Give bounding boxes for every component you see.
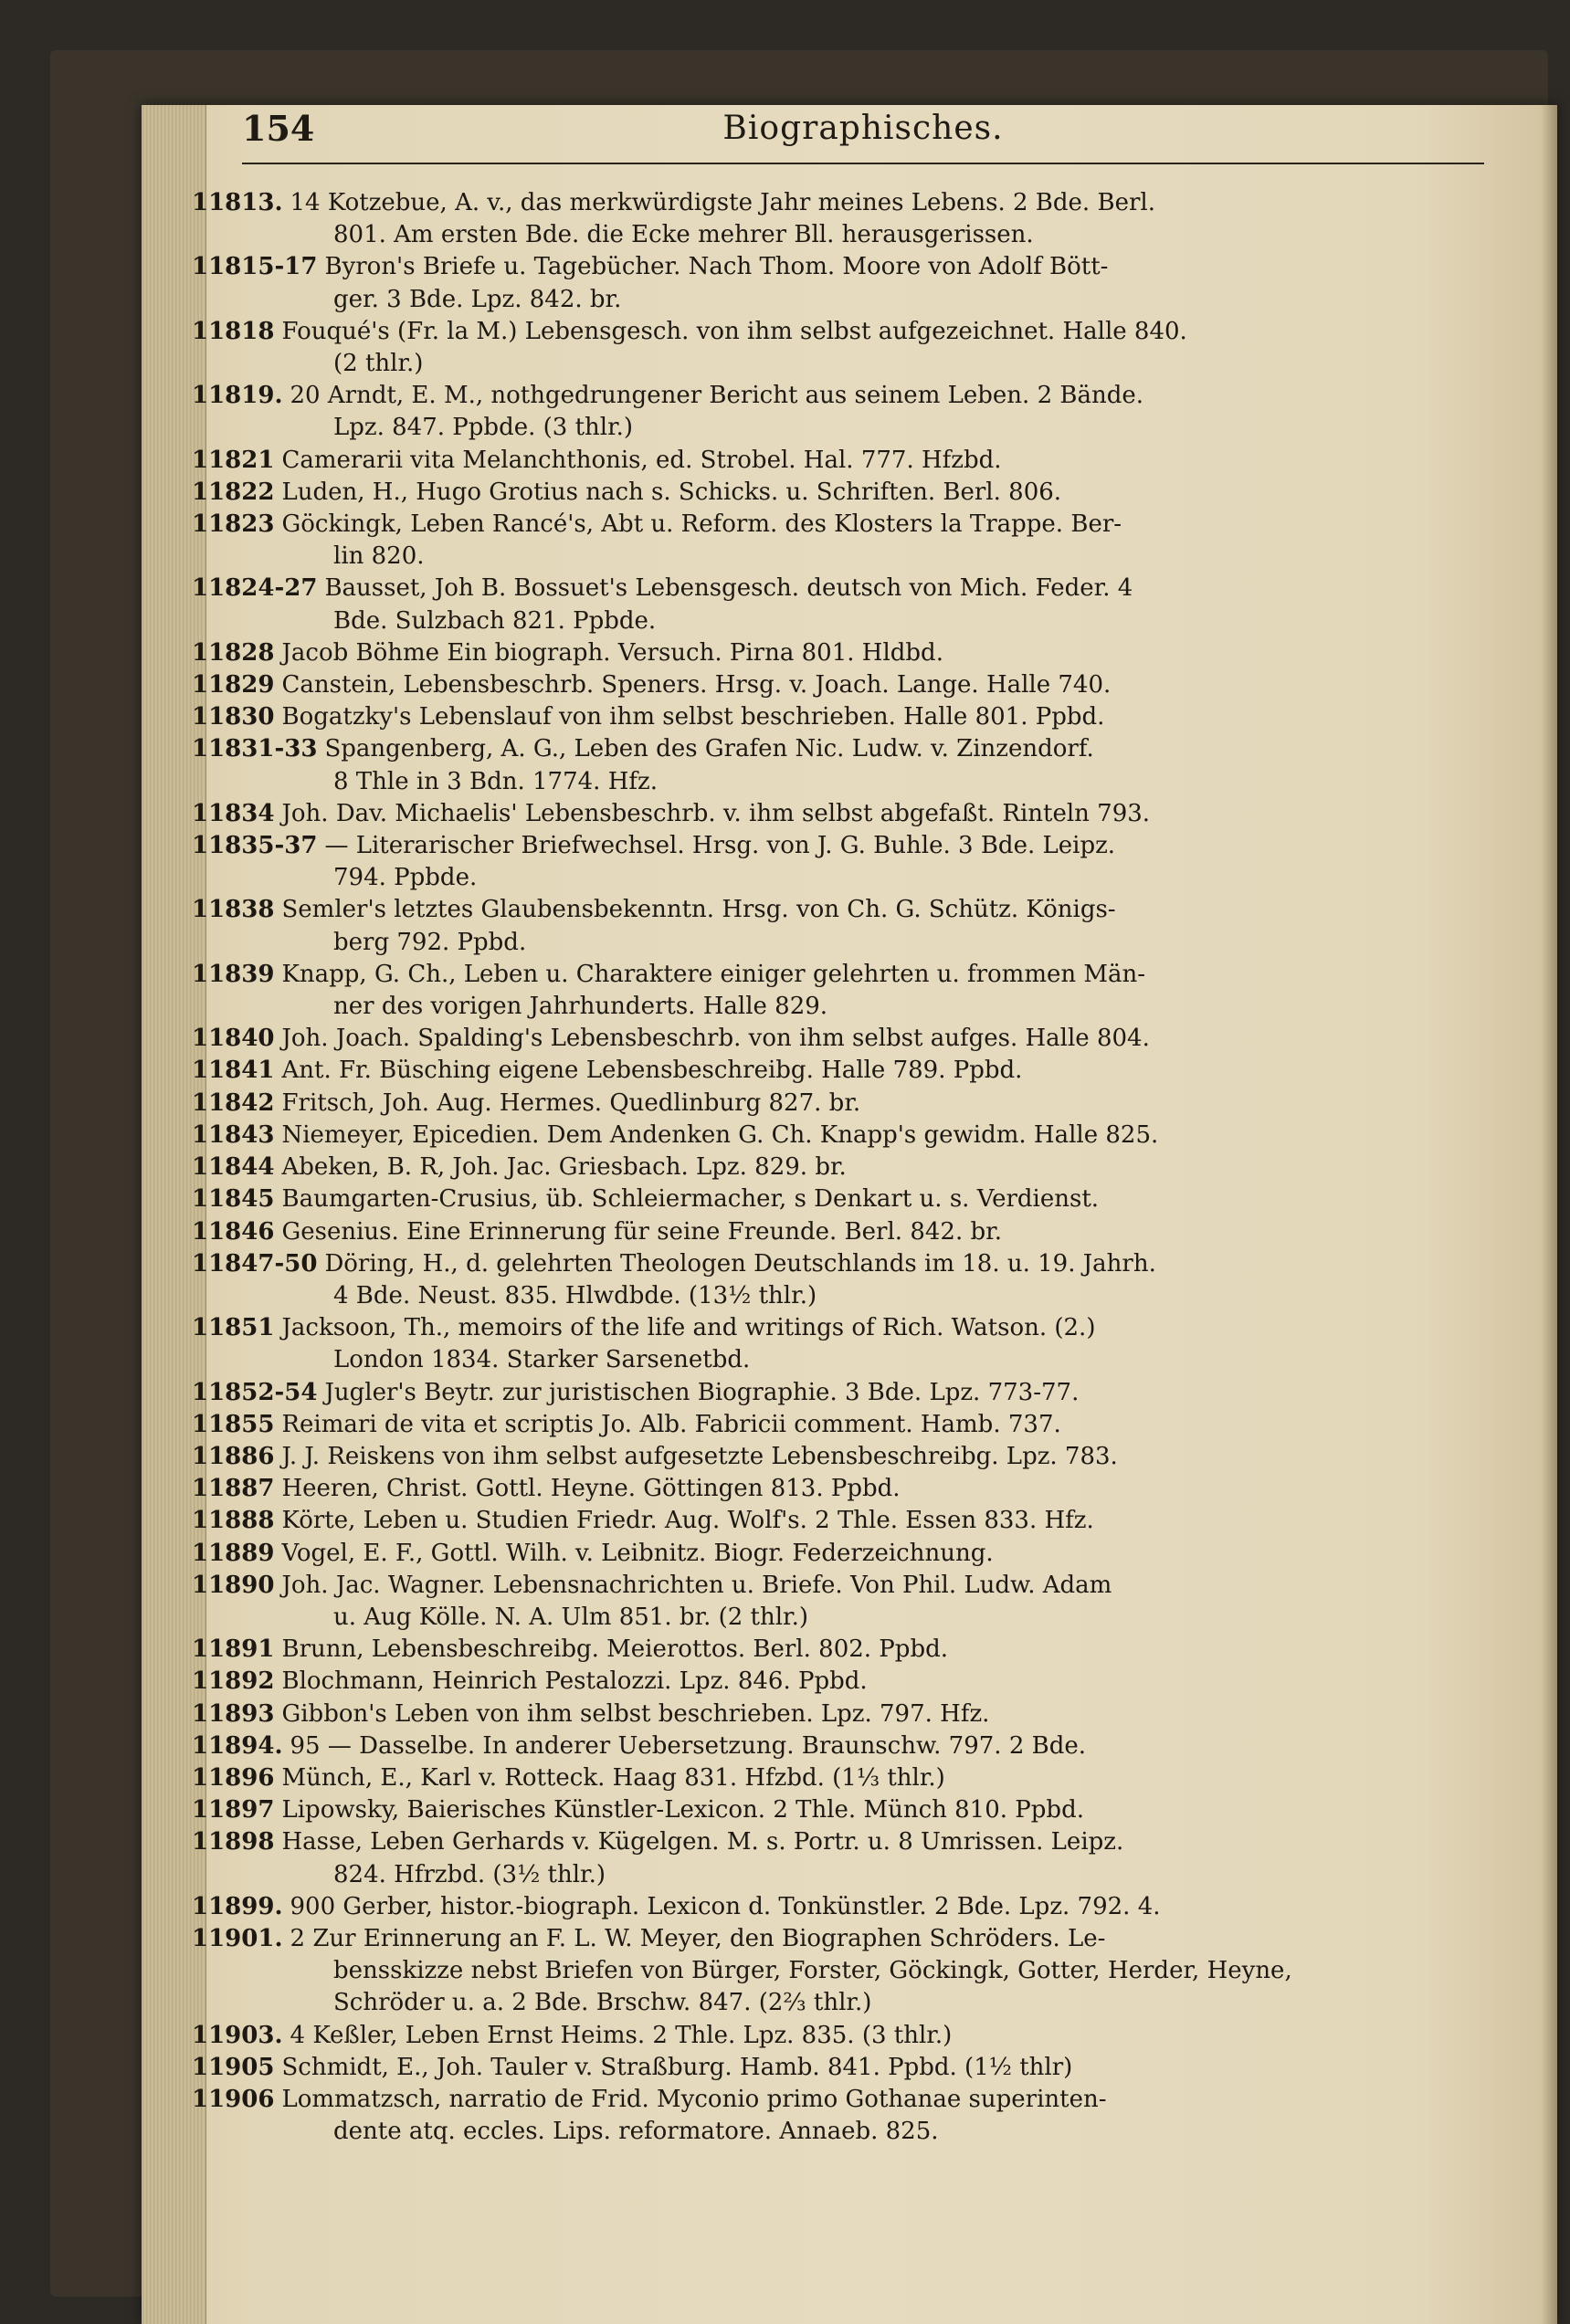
- entry-text: Luden, H., Hugo Grotius nach s. Schicks. u. Schriften. Berl. 806.: [281, 478, 1062, 506]
- entry-text: dente atq. eccles. Lips. reformatore. Annaeb. 825.: [333, 2118, 939, 2146]
- catalogue-entry: [192, 445, 1489, 477]
- entry-number: 11819.: [192, 382, 283, 410]
- entry-text: Bde. Sulzbach 821. Ppbde.: [333, 606, 657, 635]
- entry-number: 11824-27: [192, 574, 318, 603]
- entry-text: Vogel, E. F., Gottl. Wilh. v. Leibnitz. Biogr. Federzeichnung.: [281, 1539, 994, 1567]
- catalogue-entry: [192, 959, 1489, 1023]
- entry-line: [192, 1441, 1352, 1473]
- entry-number: 11840: [192, 1025, 275, 1053]
- entry-text: Gesenius. Eine Erinnerung für seine Freunde. Berl. 842. br.: [281, 1217, 1002, 1246]
- entry-line: [333, 1602, 1489, 1634]
- entry-number: 11822: [192, 478, 275, 506]
- entry-line: [333, 412, 1489, 444]
- entry-text: Brunn, Lebensbeschreibg. Meierottos. Berl. 802. Ppbd.: [281, 1635, 948, 1664]
- entry-text: — Literarischer Briefwechsel. Hrsg. von J. G. Buhle. 3 Bde. Leipz.: [324, 832, 1116, 860]
- entry-line: [192, 1634, 1352, 1666]
- catalogue-entry: [192, 1570, 1489, 1634]
- entry-line: [192, 1505, 1352, 1537]
- catalogue-entry: [192, 1891, 1489, 1923]
- entry-number: 11845: [192, 1185, 275, 1214]
- entry-line: [192, 1151, 1352, 1183]
- catalogue-entry: [192, 1538, 1489, 1570]
- catalogue-entry: [192, 798, 1489, 830]
- catalogue-entry: [192, 733, 1489, 797]
- entry-text: Jugler's Beytr. zur juristischen Biographie. 3 Bde. Lpz. 773-77.: [324, 1378, 1080, 1406]
- entry-line: [192, 1377, 1352, 1409]
- entry-number: 11887: [192, 1475, 275, 1503]
- entry-line: [192, 1891, 1352, 1923]
- entry-number: 11829: [192, 671, 275, 699]
- entry-text: Abeken, B. R, Joh. Jac. Griesbach. Lpz. 829. br.: [281, 1153, 847, 1182]
- entry-text: Joh. Dav. Michaelis' Lebensbeschrb. v. ihm selbst abgefaßt. Rinteln 793.: [281, 799, 1151, 827]
- entry-text: Joh. Joach. Spalding's Lebensbeschrb. von ihm selbst aufges. Halle 804.: [281, 1025, 1150, 1053]
- entry-line: [192, 573, 1352, 605]
- catalogue-entry: [192, 830, 1489, 894]
- entry-line: [192, 1216, 1352, 1248]
- entry-line: [192, 380, 1352, 412]
- catalogue-entry: [192, 1505, 1489, 1537]
- entry-line: [333, 1344, 1489, 1376]
- entry-text: Schmidt, E., Joh. Tauler v. Straßburg. Hamb. 841. Ppbd. (1½ thlr): [281, 2053, 1073, 2081]
- entry-number: 11901.: [192, 1924, 283, 1952]
- entry-text: 801. Am ersten Bde. die Ecke mehrer Bll. herausgerissen.: [333, 221, 1034, 249]
- entry-line: [192, 1570, 1352, 1602]
- entry-text: Döring, H., d. gelehrten Theologen Deutschlands im 18. u. 19. Jahrh.: [324, 1249, 1156, 1278]
- catalogue-entry: [192, 1666, 1489, 1698]
- entry-number: 11888: [192, 1507, 275, 1535]
- entry-text: berg 792. Ppbd.: [333, 928, 527, 956]
- entry-line: [333, 1987, 1489, 2019]
- entry-line: [192, 1055, 1352, 1087]
- catalogue-entry: [192, 1409, 1489, 1441]
- entry-text: Joh. Jac. Wagner. Lebensnachrichten u. Briefe. Von Phil. Ludw. Adam: [281, 1571, 1112, 1599]
- entry-number: 11899.: [192, 1892, 283, 1920]
- entry-number: 11835-37: [192, 832, 318, 860]
- entry-number: 11841: [192, 1057, 275, 1085]
- entry-text: bensskizze nebst Briefen von Bürger, Forster, Göckingk, Gotter, Herder, Heyne,: [333, 1957, 1292, 1985]
- catalogue-entry: [192, 1377, 1489, 1409]
- entry-line: [192, 1538, 1352, 1570]
- entry-number: 11823: [192, 510, 275, 539]
- entry-text: 900 Gerber, histor.-biograph. Lexicon d. Tonkünstler. 2 Bde. Lpz. 792. 4.: [290, 1892, 1161, 1920]
- entry-text: Reimari de vita et scriptis Jo. Alb. Fabricii comment. Hamb. 737.: [281, 1410, 1061, 1438]
- entry-number: 11886: [192, 1442, 275, 1470]
- entry-line: [192, 959, 1352, 991]
- entry-line: [333, 991, 1489, 1023]
- entry-text: 2 Zur Erinnerung an F. L. W. Meyer, den Biographen Schröders. Le-: [290, 1924, 1106, 1952]
- entry-number: 11906: [192, 2085, 275, 2113]
- catalogue-entry: [192, 1312, 1489, 1376]
- entry-text: Semler's letztes Glaubensbekenntn. Hrsg. von Ch. G. Schütz. Königs-: [281, 896, 1116, 924]
- catalogue-entry: [192, 1023, 1489, 1055]
- catalogue-entry: [192, 669, 1489, 701]
- entry-line: [192, 316, 1352, 348]
- catalogue-entry: [192, 316, 1489, 380]
- entry-text: Niemeyer, Epicedien. Dem Andenken G. Ch. Knapp's gewidm. Halle 825.: [281, 1120, 1159, 1149]
- entry-line: [192, 1923, 1352, 1955]
- catalogue-entry: [192, 1794, 1489, 1826]
- entry-line: [192, 1120, 1352, 1151]
- entry-number: 11830: [192, 703, 275, 731]
- entry-text: u. Aug Kölle. N. A. Ulm 851. br. (2 thlr.): [333, 1603, 809, 1631]
- entry-number: 11855: [192, 1410, 275, 1438]
- entry-line: [192, 1183, 1352, 1215]
- entry-line: [192, 1698, 1352, 1730]
- entry-number: 11893: [192, 1699, 275, 1728]
- entry-line: [333, 927, 1489, 959]
- entry-number: 11838: [192, 896, 275, 924]
- entry-line: [192, 1409, 1352, 1441]
- entry-text: Münch, E., Karl v. Rotteck. Haag 831. Hfzbd. (1⅓ thlr.): [281, 1763, 945, 1792]
- entry-line: [192, 187, 1352, 219]
- entry-line: [192, 1762, 1352, 1794]
- catalogue-entry: [192, 2052, 1489, 2084]
- entry-number: 11842: [192, 1088, 275, 1117]
- entry-text: 824. Hfrzbd. (3½ thlr.): [333, 1860, 606, 1888]
- entry-text: 14 Kotzebue, A. v., das merkwürdigste Jahr meines Lebens. 2 Bde. Berl.: [290, 189, 1155, 216]
- entry-line: [192, 637, 1352, 669]
- entry-text: Camerarii vita Melanchthonis, ed. Strobel. Hal. 777. Hfzbd.: [281, 446, 1002, 474]
- entry-number: 11821: [192, 446, 275, 474]
- entry-number: 11894.: [192, 1731, 283, 1760]
- entry-text: Canstein, Lebensbeschrb. Speners. Hrsg. v. Joach. Lange. Halle 740.: [281, 671, 1112, 699]
- entry-line: [192, 1826, 1352, 1858]
- entry-line: [192, 894, 1352, 926]
- entry-line: [333, 862, 1489, 894]
- entry-text: Körte, Leben u. Studien Friedr. Aug. Wolf's. 2 Thle. Essen 833. Hfz.: [281, 1507, 1094, 1535]
- catalogue-entry: [192, 1441, 1489, 1473]
- entry-text: Spangenberg, A. G., Leben des Grafen Nic. Ludw. v. Zinzendorf.: [324, 735, 1094, 763]
- entry-number: 11813.: [192, 189, 283, 216]
- entry-number: 11828: [192, 638, 275, 667]
- entry-line: [333, 541, 1489, 573]
- entry-line: [192, 509, 1352, 541]
- entry-text: Fritsch, Joh. Aug. Hermes. Quedlinburg 827. br.: [281, 1088, 861, 1117]
- entry-line: [333, 605, 1489, 637]
- entry-text: Blochmann, Heinrich Pestalozzi. Lpz. 846. Ppbd.: [281, 1667, 868, 1696]
- entry-line: [192, 1730, 1352, 1762]
- entry-number: 11839: [192, 960, 275, 988]
- catalogue-entry: [192, 1055, 1489, 1087]
- catalogue-entry: [192, 187, 1489, 251]
- entry-line: [192, 2052, 1352, 2084]
- catalogue-entry: [192, 509, 1489, 573]
- entry-text: 4 Bde. Neust. 835. Hlwdbde. (13½ thlr.): [333, 1281, 817, 1309]
- entry-line: [333, 1859, 1489, 1891]
- catalogue-entry: [192, 637, 1489, 669]
- entry-number: 11815-17: [192, 253, 318, 281]
- entry-number: 11844: [192, 1153, 275, 1182]
- entry-text: Gibbon's Leben von ihm selbst beschrieben. Lpz. 797. Hfz.: [281, 1699, 990, 1728]
- entry-line: [192, 1312, 1352, 1344]
- entry-number: 11891: [192, 1635, 275, 1664]
- entry-line: [192, 2084, 1352, 2116]
- entry-text: 20 Arndt, E. M., nothgedrungener Bericht aus seinem Leben. 2 Bände.: [290, 382, 1144, 410]
- catalogue-entry: [192, 894, 1489, 958]
- entry-line: [333, 1955, 1489, 1987]
- catalogue-entry: [192, 1730, 1489, 1762]
- entry-number: 11898: [192, 1828, 275, 1856]
- entry-text: 95 — Dasselbe. In anderer Uebersetzung. Braunschw. 797. 2 Bde.: [290, 1731, 1087, 1760]
- entry-text: Bausset, Joh B. Bossuet's Lebensgesch. deutsch von Mich. Feder. 4: [324, 574, 1133, 603]
- entry-text: Byron's Briefe u. Tagebücher. Nach Thom. Moore von Adolf Bött-: [324, 253, 1109, 281]
- running-head: Biographisches.: [722, 110, 1004, 147]
- entry-text: Fouqué's (Fr. la M.) Lebensgesch. von ihm selbst aufgezeichnet. Halle 840.: [281, 317, 1187, 345]
- catalogue-entry: [192, 1248, 1489, 1312]
- entry-text: Lipowsky, Baierisches Künstler-Lexicon. 2 Thle. Münch 810. Ppbd.: [281, 1796, 1084, 1824]
- entry-number: 11905: [192, 2053, 275, 2081]
- entry-line: [192, 445, 1352, 477]
- entry-number: 11897: [192, 1796, 275, 1824]
- catalogue-entry: [192, 573, 1489, 636]
- entry-line: [192, 1794, 1352, 1826]
- entry-line: [192, 1473, 1352, 1505]
- entry-text: (2 thlr.): [333, 350, 424, 378]
- page-number: 154: [242, 108, 315, 149]
- catalogue-entry: [192, 2020, 1489, 2052]
- entry-text: Baumgarten-Crusius, üb. Schleiermacher, s Denkart u. s. Verdienst.: [281, 1185, 1100, 1214]
- catalogue-entry: [192, 1183, 1489, 1215]
- entry-number: 11847-50: [192, 1249, 318, 1278]
- entry-number: 11896: [192, 1763, 275, 1792]
- entry-text: Jacob Böhme Ein biograph. Versuch. Pirna 801. Hldbd.: [281, 638, 943, 667]
- entry-text: ger. 3 Bde. Lpz. 842. br.: [333, 285, 622, 313]
- catalogue-entry: [192, 1634, 1489, 1666]
- catalogue-entry: [192, 1120, 1489, 1151]
- entry-line: [333, 348, 1489, 380]
- entry-number: 11846: [192, 1217, 275, 1246]
- catalogue-entry: [192, 1826, 1489, 1890]
- entry-line: [192, 830, 1352, 862]
- catalogue-entry: [192, 1151, 1489, 1183]
- entry-number: 11890: [192, 1571, 275, 1599]
- entry-text: J. J. Reiskens von ihm selbst aufgesetzte Lebensbeschreibg. Lpz. 783.: [281, 1442, 1118, 1470]
- page-header: [242, 108, 1484, 164]
- entry-text: Hasse, Leben Gerhards v. Kügelgen. M. s. Portr. u. 8 Umrissen. Leipz.: [281, 1828, 1124, 1856]
- entry-text: 8 Thle in 3 Bdn. 1774. Hfz.: [333, 767, 658, 795]
- catalogue-entry: [192, 1088, 1489, 1120]
- entry-line: [333, 284, 1489, 316]
- entry-number: 11852-54: [192, 1378, 318, 1406]
- entry-line: [333, 1280, 1489, 1312]
- entry-number: 11834: [192, 799, 275, 827]
- entry-number: 11851: [192, 1314, 275, 1342]
- entry-text: lin 820.: [333, 542, 425, 571]
- entry-line: [192, 1666, 1352, 1698]
- entry-text: Ant. Fr. Büsching eigene Lebensbeschreibg. Halle 789. Ppbd.: [281, 1057, 1023, 1085]
- entry-line: [192, 2020, 1352, 2052]
- entry-text: 794. Ppbde.: [333, 864, 478, 892]
- entry-line: [333, 2116, 1489, 2148]
- catalogue-entry: [192, 1698, 1489, 1730]
- catalogue-entries: [192, 187, 1489, 2148]
- entry-line: [333, 766, 1489, 798]
- entry-line: [192, 798, 1352, 830]
- entry-number: 11818: [192, 317, 275, 345]
- entry-text: 4 Keßler, Leben Ernst Heims. 2 Thle. Lpz. 835. (3 thlr.): [290, 2021, 953, 2049]
- entry-text: Bogatzky's Lebenslauf von ihm selbst beschrieben. Halle 801. Ppbd.: [281, 703, 1105, 731]
- catalogue-entry: [192, 477, 1489, 509]
- entry-line: [192, 701, 1352, 733]
- catalogue-entry: [192, 1762, 1489, 1794]
- entry-text: Schröder u. a. 2 Bde. Brschw. 847. (2⅔ thlr.): [333, 1989, 872, 2017]
- entry-text: Heeren, Christ. Gottl. Heyne. Göttingen 813. Ppbd.: [281, 1475, 901, 1503]
- entry-text: Jacksoon, Th., memoirs of the life and writings of Rich. Watson. (2.): [281, 1314, 1096, 1342]
- entry-line: [192, 477, 1352, 509]
- entry-number: 11843: [192, 1120, 275, 1149]
- catalogue-entry: [192, 251, 1489, 315]
- entry-text: Göckingk, Leben Rancé's, Abt u. Reform. des Klosters la Trappe. Ber-: [281, 510, 1122, 539]
- catalogue-entry: [192, 1923, 1489, 2020]
- entry-line: [192, 733, 1352, 765]
- entry-line: [192, 251, 1352, 283]
- entry-line: [192, 1023, 1352, 1055]
- entry-number: 11903.: [192, 2021, 283, 2049]
- catalogue-entry: [192, 2084, 1489, 2148]
- entry-text: London 1834. Starker Sarsenetbd.: [333, 1346, 751, 1374]
- entry-number: 11889: [192, 1539, 275, 1567]
- entry-number: 11831-33: [192, 735, 318, 763]
- entry-text: ner des vorigen Jahrhunderts. Halle 829.: [333, 993, 828, 1021]
- catalogue-entry: [192, 701, 1489, 733]
- catalogue-entry: [192, 380, 1489, 444]
- page-gutter-shadow: [1541, 105, 1557, 2324]
- catalogue-entry: [192, 1216, 1489, 1248]
- entry-text: Knapp, G. Ch., Leben u. Charaktere einiger gelehrten u. frommen Män-: [281, 960, 1146, 988]
- entry-line: [192, 669, 1352, 701]
- entry-number: 11892: [192, 1667, 275, 1696]
- entry-text: Lpz. 847. Ppbde. (3 thlr.): [333, 414, 634, 442]
- entry-line: [192, 1248, 1352, 1280]
- catalogue-entry: [192, 1473, 1489, 1505]
- entry-line: [192, 1088, 1352, 1120]
- entry-line: [333, 219, 1489, 251]
- entry-text: Lommatzsch, narratio de Frid. Myconio primo Gothanae superinten-: [281, 2085, 1107, 2113]
